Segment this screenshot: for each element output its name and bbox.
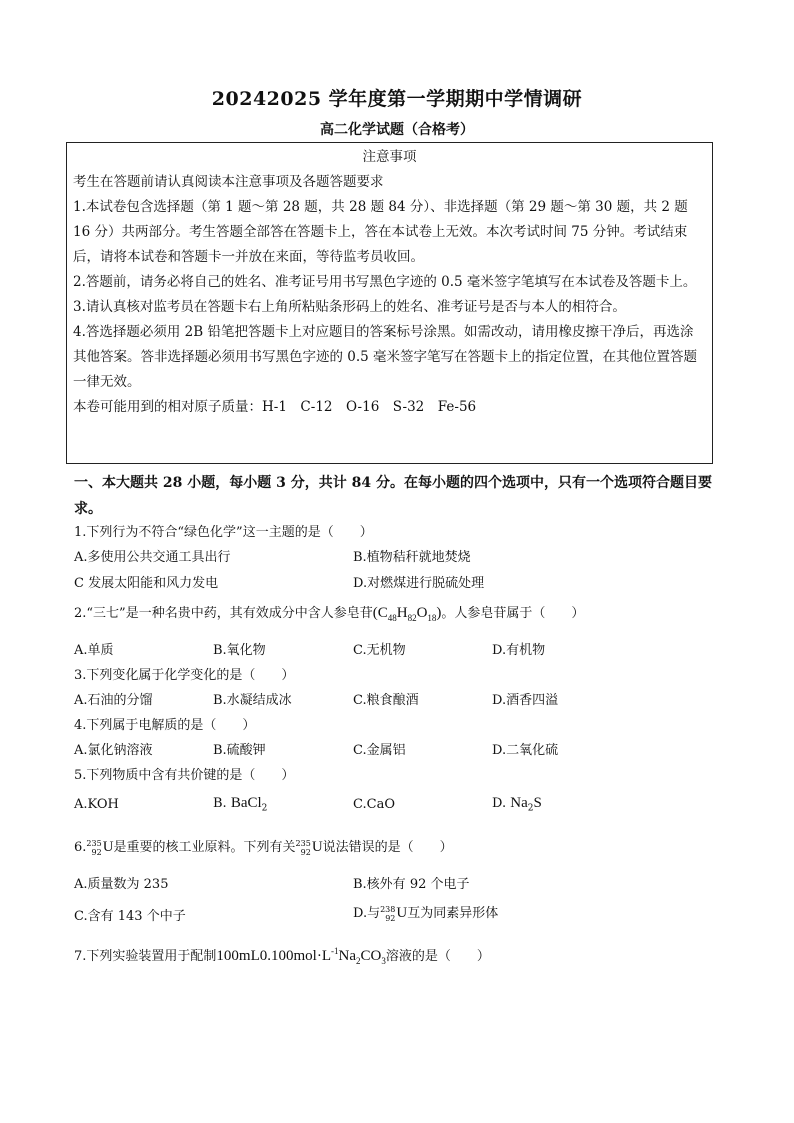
question-2-option-b: B.氧化物	[213, 643, 266, 658]
question-4-stem: 4.下列属于电解质的是（ ）	[74, 718, 256, 733]
question-1-option-d: D.对燃煤进行脱硫处理	[353, 576, 485, 591]
question-2-option-d: D.有机物	[492, 643, 546, 658]
page-subtitle: 高二化学试题（合格考）	[320, 122, 474, 138]
question-5-option-a: A.KOH	[74, 797, 119, 812]
question-7-stem: 7.下列实验装置用于配制$100mL0.100mol\cdot L^{-1}Na_2CO_3$溶液的是（ ）	[74, 946, 490, 966]
question-6-option-d: D.与238 92U互为同素异形体	[353, 904, 499, 923]
question-6-option-a: A.质量数为 235	[74, 877, 169, 892]
question-4-option-d: D.二氧化硫	[492, 743, 559, 758]
question-3-stem: 3.下列变化属于化学变化的是（ ）	[74, 668, 295, 683]
question-2-option-c: C.无机物	[353, 643, 406, 658]
question-4-option-a: A.氯化钠溶液	[74, 743, 153, 758]
notice-heading: 注意事项	[362, 149, 417, 165]
question-1-option-b: B.植物秸秆就地焚烧	[353, 550, 471, 565]
question-2-option-a: A.单质	[74, 643, 114, 658]
question-2-stem	[74, 602, 584, 623]
question-1-option-a: A.多使用公共交通工具出行	[74, 550, 231, 565]
notice-item-1: 1.本试卷包含选择题（第 1 题～第 28 题，共 28 题 84 分）、非选择题（第 29 题～第 30 题，共 2 题 16 分）共两部分。考生答题全部答在答题卡上，答在本试卷上无效。本次考试时间 75 分钟。考试结束后，请将本试卷和答题卡一并放在来面，等待监考员收回。	[73, 199, 688, 265]
question-5-option-b: B. BaCl$_2$	[213, 795, 268, 814]
question-3-option-b: B.水凝结成冰	[213, 693, 292, 708]
page-title: 20242025 学年度第一学期期中学情调研	[211, 88, 583, 110]
question-6-option-c: C.含有 143 个中子	[74, 909, 186, 924]
question-1-stem: 1.下列行为不符合“绿色化学”这一主题的是（ ）	[74, 525, 373, 540]
question-2-stem-pre: 2.“三七”是一种名贵中药，其有效成分中含人参皂苷	[74, 606, 373, 621]
question-2-formula: $(C_{48}H_{82}O_{18})$	[372, 605, 442, 623]
question-4-option-b: B.硫酸钾	[213, 743, 266, 758]
question-5-option-d: D. $Na_2S$	[492, 795, 542, 814]
question-5-stem: 5.下列物质中含有共价键的是（ ）	[74, 768, 295, 783]
question-6-option-b: B.核外有 92 个电子	[353, 877, 470, 892]
notice-item-4: 4.答选择题必须用 2B 铅笔把答题卡上对应题目的答案标号涂黑。如需改动，请用橡皮擦干净后，再选涂其他答案。答非选择题必须用书写黑色字迹的 0.5 毫米签字笔写在答题卡上的指定位置，在其他位置答题一律无效。	[73, 324, 698, 390]
question-3-option-d: D.酒香四溢	[492, 693, 559, 708]
question-2-stem-post: 。人参皂苷属于（ ）	[441, 606, 585, 621]
notice-box	[66, 142, 713, 464]
notice-item-2: 2.答题前，请务必将自己的姓名、准考证号用书写黑色字迹的 0.5 毫米签字笔填写在本试卷及答题卡上。	[73, 274, 697, 290]
question-5-option-c: C.CaO	[353, 797, 395, 812]
question-1-option-c: C 发展太阳能和风力发电	[74, 576, 219, 591]
notice-item-3: 3.请认真核对监考员在答题卡右上角所粘贴条形码上的姓名、准考证号是否与本人的相符合。	[73, 299, 626, 315]
question-4-option-c: C.金属铝	[353, 743, 406, 758]
question-6-stem: 6.235 92U是重要的核工业原料。下列有关235 92U说法错误的是（ ）	[74, 838, 453, 857]
question-6-nuclide-numbers: 235 92	[86, 838, 102, 857]
question-3-option-a: A.石油的分馏	[74, 693, 153, 708]
question-3-option-c: C.粮食酿酒	[353, 693, 419, 708]
question-7-formula: $100mL0.100mol\cdot L^{-1}Na_2CO_3$	[216, 946, 386, 966]
notice-intro: 考生在答题前请认真阅读本注意事项及各题答题要求	[73, 174, 384, 190]
notice-atomic-masses: 本卷可能用到的相对原子质量：H-1 C-12 O-16 S-32 Fe-56	[73, 399, 477, 415]
section-1-heading: 一、本大题共 28 小题，每小题 3 分，共计 84 分。在每小题的四个选项中，只有一个选项符合题目要求。	[74, 475, 712, 517]
